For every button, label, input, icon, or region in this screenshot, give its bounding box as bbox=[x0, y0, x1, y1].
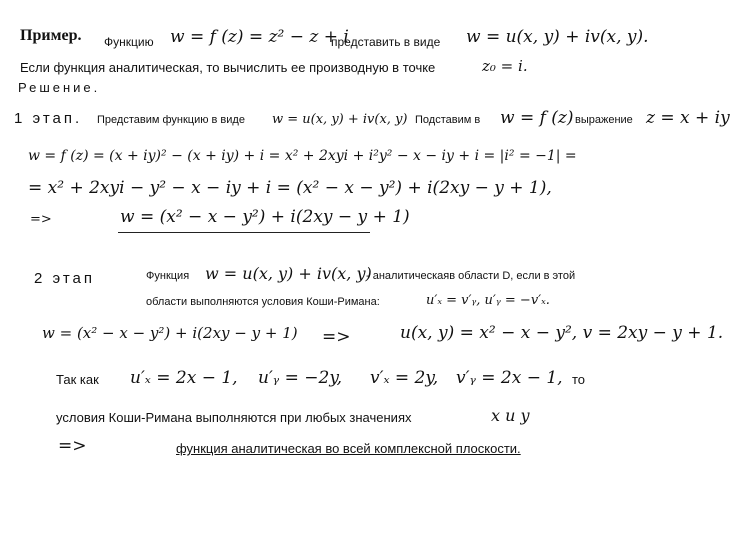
function-definition: w = f (z) = z² − z + i bbox=[170, 27, 349, 47]
point-value: z₀ = i. bbox=[482, 57, 528, 75]
represent-text: представить в виде bbox=[331, 35, 441, 49]
stage1-text3: выражение bbox=[575, 114, 633, 126]
task-text: Если функция аналитическая, то вычислить ее производную в точке bbox=[20, 60, 436, 75]
real-imag-parts: u(x, y) = x² − x − y², v = 2xy − y + 1. bbox=[400, 323, 724, 343]
function-word: Функцию bbox=[104, 35, 154, 49]
stage1-text2: Подставим в bbox=[415, 114, 481, 126]
solution-label: Решение. bbox=[18, 80, 101, 95]
implies-arrow-1: => bbox=[30, 212, 52, 227]
stage1-form: w = u(x, y) + iv(x, y) bbox=[272, 112, 408, 127]
stage2-equation: w = (x² − x − y²) + i(2xy − y + 1) bbox=[42, 324, 298, 342]
equation-line-1: w = f (z) = (x + iy)² − (x + iy) + i = x² + 2xyi + i²y² − x − iy + i = |i² = −1| = bbox=[28, 148, 577, 164]
since-label: Так как bbox=[56, 372, 99, 387]
stage2-form: w = u(x, y) + iv(x, y) bbox=[205, 264, 372, 283]
stage1-label: 1 этап. bbox=[14, 110, 83, 127]
derivative-uy: u′ᵧ = −2y, bbox=[258, 368, 343, 388]
equation-line-2: = x² + 2xyi − y² − x − iy + i = (x² − x − y²) + i(2xy − y + 1), bbox=[28, 178, 552, 198]
conclusion-text: функция аналитическая во всей комплексной плоскости. bbox=[176, 441, 521, 456]
stage1-func: w = f (z) bbox=[500, 108, 574, 128]
implies-arrow-3: => bbox=[58, 436, 87, 456]
conditions-vars: x и y bbox=[491, 406, 530, 425]
stage2-text1: - аналитическаяв области D, если в этой bbox=[366, 270, 576, 282]
stage1-text1: Представим функцию в виде bbox=[97, 114, 245, 126]
stage2-label: 2 этап bbox=[34, 270, 96, 287]
stage2-func-word: Функция bbox=[146, 270, 190, 282]
derivative-vx: v′ₓ = 2y, bbox=[370, 368, 439, 388]
stage1-substitution: z = x + iy bbox=[646, 108, 730, 128]
cauchy-riemann-conditions: u′ₓ = v′ᵧ, u′ᵧ = −v′ₓ. bbox=[426, 293, 550, 308]
implies-arrow-2: => bbox=[322, 327, 351, 347]
result-underline bbox=[118, 232, 370, 233]
derivative-ux: u′ₓ = 2x − 1, bbox=[130, 368, 238, 388]
derivative-vy: v′ᵧ = 2x − 1, bbox=[456, 368, 563, 388]
conditions-text: условия Коши-Римана выполняются при любых значениях bbox=[56, 410, 412, 425]
target-form: w = u(x, y) + iv(x, y). bbox=[466, 27, 649, 47]
stage2-text2: области выполняются условия Коши-Римана: bbox=[146, 296, 380, 308]
stage1-result: w = (x² − x − y²) + i(2xy − y + 1) bbox=[120, 207, 410, 227]
then-word: то bbox=[572, 372, 586, 387]
example-title: Пример. bbox=[20, 27, 82, 44]
